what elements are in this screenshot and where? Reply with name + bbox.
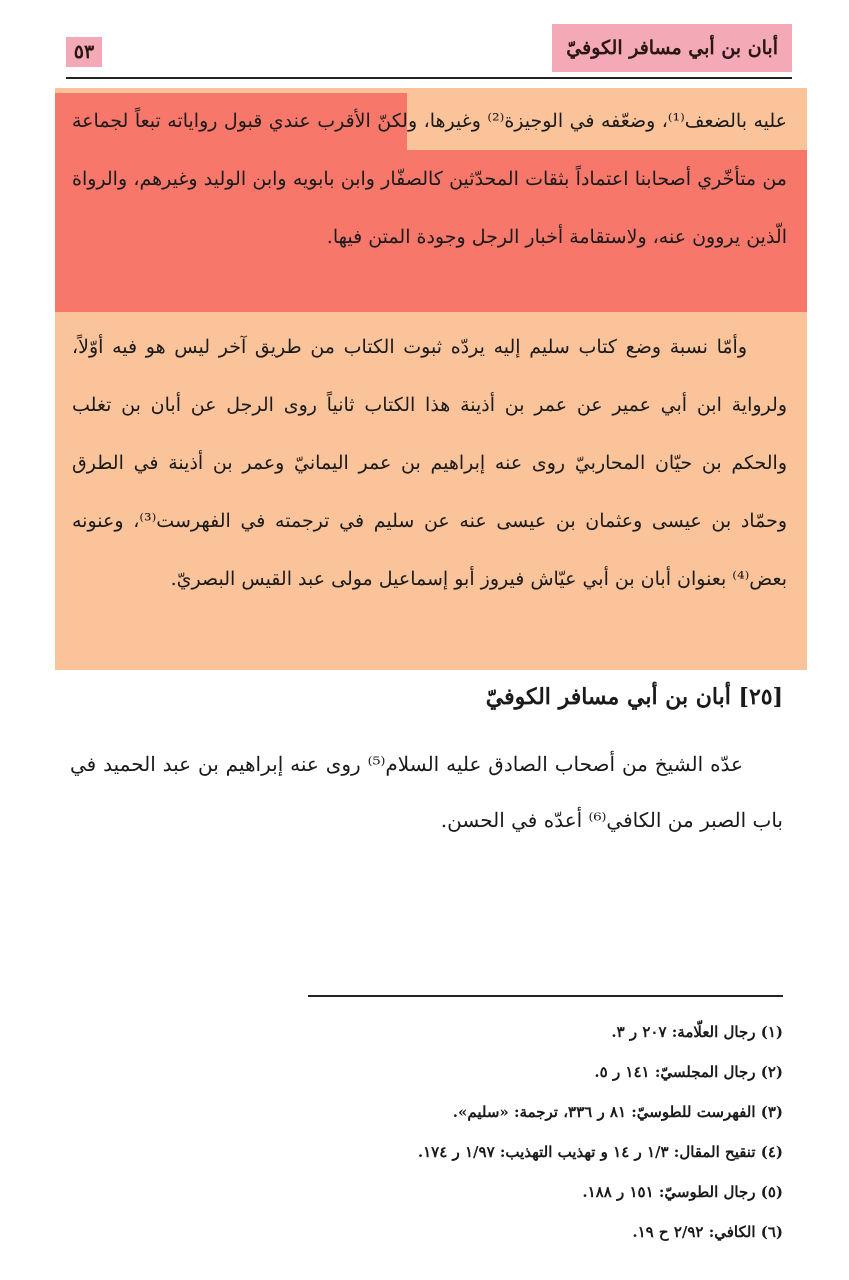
paragraph-1: عليه بالضعف⁽¹⁾، وضعّفه في الوجيزة⁽²⁾ وغيرها، ولكنّ الأقرب عندي قبول رواياته تبعاً لجماعة من متأخّري أصحابنا اعتماداً بثقات المحدّثين كالصفّار وابن بابويه وابن الوليد وغيرهم، والرواة الّذين يروون عنه، ولاستقامة أخبار الرجل وجودة المتن فيها. [72,110,787,248]
section-paragraph [70,736,783,848]
running-title: أبان بن أبي مسافر الكوفيّ [552,24,792,72]
footnote: (٤) تنقيح المقال: ١/٣ ر ١٤ و تهذيب التهذيب: ١/٩٧ ر ١٧٤. [417,1143,783,1161]
section-paragraph-text: عدّه الشيخ من أصحاب الصادق عليه السلام⁽⁵⁾ روى عنه إبراهيم بن عبد الحميد في باب الصبر من الكافي⁽⁶⁾ أعدّه في الحسن. [70,752,783,832]
footnote: (٦) الكافي: ٢/٩٢ ح ١٩. [632,1223,783,1241]
footnotes-list [418,1012,783,1252]
section-title: [٢٥] أبان بن أبي مسافر الكوفيّ [485,684,783,710]
footnote: (٣) الفهرست للطوسيّ: ٨١ ر ٣٣٦، ترجمة: «سليم». [452,1103,783,1121]
paragraph-2-text: وأمّا نسبة وضع كتاب سليم إليه يردّه ثبوت الكتاب من طريق آخر ليس هو فيه أوّلاً، ولرواية ابن أبي عمير عن عمر بن أذينة هذا الكتاب ثانياً روى الرجل عن أبان بن تغلب والحكم بن حيّان المحاربيّ روى عنه إبراهيم بن عمر اليمانيّ وعمر بن أذينة في الطرق وحمّاد بن عيسى وعثمان بن عيسى عنه عن سليم في ترجمته في الفهرست⁽³⁾، وعنونه بعض⁽⁴⁾ بعنوان أبان بن أبي عيّاش فيروز أبو إسماعيل مولى عبد القيس البصريّ. [72,336,787,590]
page-number: ٥٣ [66,37,102,67]
paragraph-2 [72,318,787,608]
footnote-rule [308,995,783,997]
footnote: (١) رجال العلّامة: ٢٠٧ ر ٣. [611,1023,783,1041]
header-rule [66,77,792,79]
footnote: (٥) رجال الطوسيّ: ١٥١ ر ١٨٨. [582,1183,783,1201]
footnote: (٢) رجال المجلسيّ: ١٤١ ر ٥. [594,1063,783,1081]
